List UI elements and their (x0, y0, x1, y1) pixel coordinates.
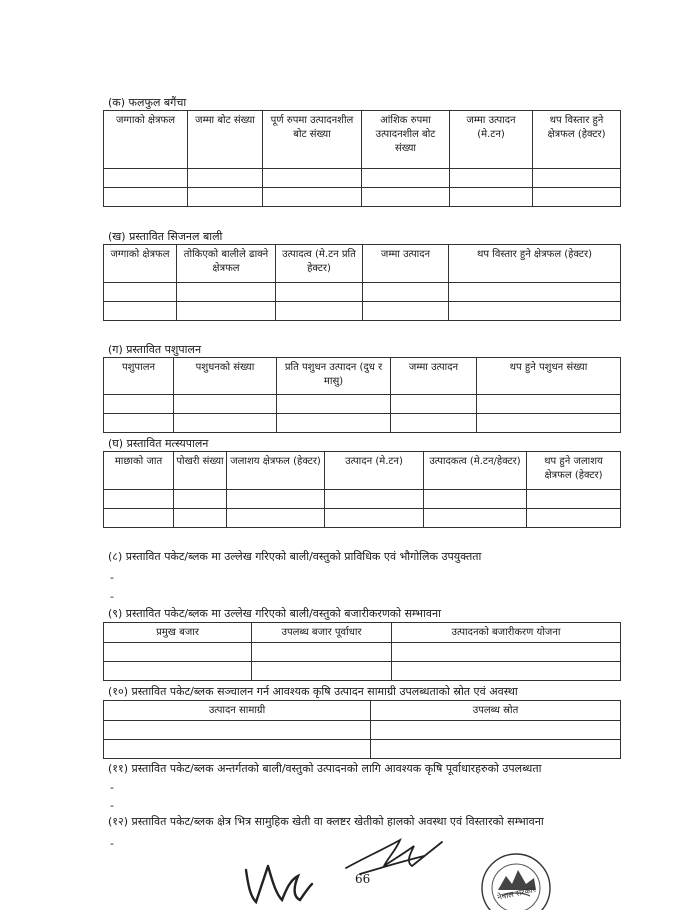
heading-seasonal-crop: (ख) प्रस्तावित सिजनल बाली (108, 230, 223, 243)
header-cell: उत्पादकत्व (मे.टन/हेक्टर) (424, 452, 527, 490)
header-cell: थप विस्तार हुने क्षेत्रफल (हेक्टर) (533, 111, 621, 169)
header-cell: जम्मा बोट संख्या (188, 111, 263, 169)
header-cell: थप हुने जलाशय क्षेत्रफल (हेक्टर) (527, 452, 621, 490)
table-marketing (103, 622, 621, 681)
header-cell: उपलब्ध बजार पूर्वाधार (252, 623, 392, 643)
header-cell: माछाको जात (104, 452, 174, 490)
header-cell: जम्मा उत्पादन (363, 245, 449, 283)
header-cell: उपलब्ध स्रोत (371, 701, 621, 721)
table-fishery (103, 451, 621, 528)
table-row (104, 721, 621, 740)
header-cell: उत्पादनको बजारीकरण योजना (392, 623, 621, 643)
table-row (104, 395, 621, 414)
table-row (104, 740, 621, 759)
table-row (104, 509, 621, 528)
header-cell: जम्मा उत्पादन (मे.टन) (450, 111, 533, 169)
table-row (104, 302, 621, 321)
page-number: 66 (355, 872, 371, 886)
header-cell: पूर्ण रुपमा उत्पादनशील बोट संख्या (263, 111, 362, 169)
header-cell: जलाशय क्षेत्रफल (हेक्टर) (227, 452, 325, 490)
heading-marketing-potential: (९) प्रस्तावित पकेट/ब्लक मा उल्लेख गरिएको बाली/वस्तुको बजारीकरणको सम्भावना (108, 607, 441, 620)
header-cell: जग्गाको क्षेत्रफल (104, 111, 188, 169)
list-item: - (110, 837, 114, 850)
list-item: - (110, 781, 114, 794)
header-cell: थप विस्तार हुने क्षेत्रफल (हेक्टर) (449, 245, 621, 283)
header-cell: उत्पादन (मे.टन) (325, 452, 424, 490)
header-cell: पोखरी संख्या (174, 452, 227, 490)
header-cell: पशुपालन (104, 358, 174, 395)
table-row (104, 490, 621, 509)
heading-input-availability: (१०) प्रस्तावित पकेट/ब्लक सञ्चालन गर्न आवश्यक कृषि उत्पादन सामाग्री उपलब्धताको स्रोत एवं अवस्था (108, 685, 518, 698)
table-livestock (103, 357, 621, 433)
table-row (104, 414, 621, 433)
table-input-sources (103, 700, 621, 759)
table-row (104, 283, 621, 302)
government-seal-icon (478, 850, 554, 910)
list-item: - (110, 590, 114, 603)
header-cell: उत्पादन सामाग्री (104, 701, 371, 721)
seal-text: नेपाल सरकार (496, 885, 537, 902)
heading-fishery: (घ) प्रस्तावित मत्स्यपालन (108, 437, 209, 450)
header-cell: पशुधनको संख्या (174, 358, 277, 395)
list-item: - (110, 571, 114, 584)
header-cell: आंशिक रुपमा उत्पादनशील बोट संख्या (362, 111, 450, 169)
header-cell: प्रति पशुधन उत्पादन (दुध र मासु) (277, 358, 391, 395)
heading-livestock: (ग) प्रस्तावित पशुपालन (108, 343, 202, 356)
header-cell: जग्गाको क्षेत्रफल (104, 245, 177, 283)
table-row (104, 662, 621, 681)
header-cell: प्रमुख बजार (104, 623, 252, 643)
signature-left (238, 850, 328, 908)
table-seasonal-crop (103, 244, 621, 321)
table-orchard (103, 110, 621, 207)
heading-orchard: (क) फलफुल बगैंचा (108, 96, 187, 109)
heading-infrastructure: (११) प्रस्तावित पकेट/ब्लक अन्तर्गतको बाली/वस्तुको उत्पादनको लागि आवश्यक कृषि पूर्वाधारहरुको उपलब्धता (108, 762, 542, 775)
header-cell: थप हुने पशुधन संख्या (477, 358, 621, 395)
list-item: - (110, 799, 114, 812)
heading-technical-suitability: (८) प्रस्तावित पकेट/ब्लक मा उल्लेख गरिएको बाली/वस्तुको प्राविधिक एवं भौगोलिक उपयुक्तता (108, 550, 482, 563)
header-cell: जम्मा उत्पादन (391, 358, 477, 395)
heading-cluster-farming: (१२) प्रस्तावित पकेट/ब्लक क्षेत्र भित्र सामुहिक खेती वा क्लष्टर खेतीको हालको अवस्था एवं विस्तारको सम्भावना (108, 815, 544, 828)
table-row (104, 643, 621, 662)
header-cell: तोकिएको बालीले ढाक्ने क्षेत्रफल (177, 245, 276, 283)
header-cell: उत्पादत्व (मे.टन प्रति हेक्टर) (276, 245, 363, 283)
table-row (104, 169, 621, 188)
table-row (104, 188, 621, 207)
